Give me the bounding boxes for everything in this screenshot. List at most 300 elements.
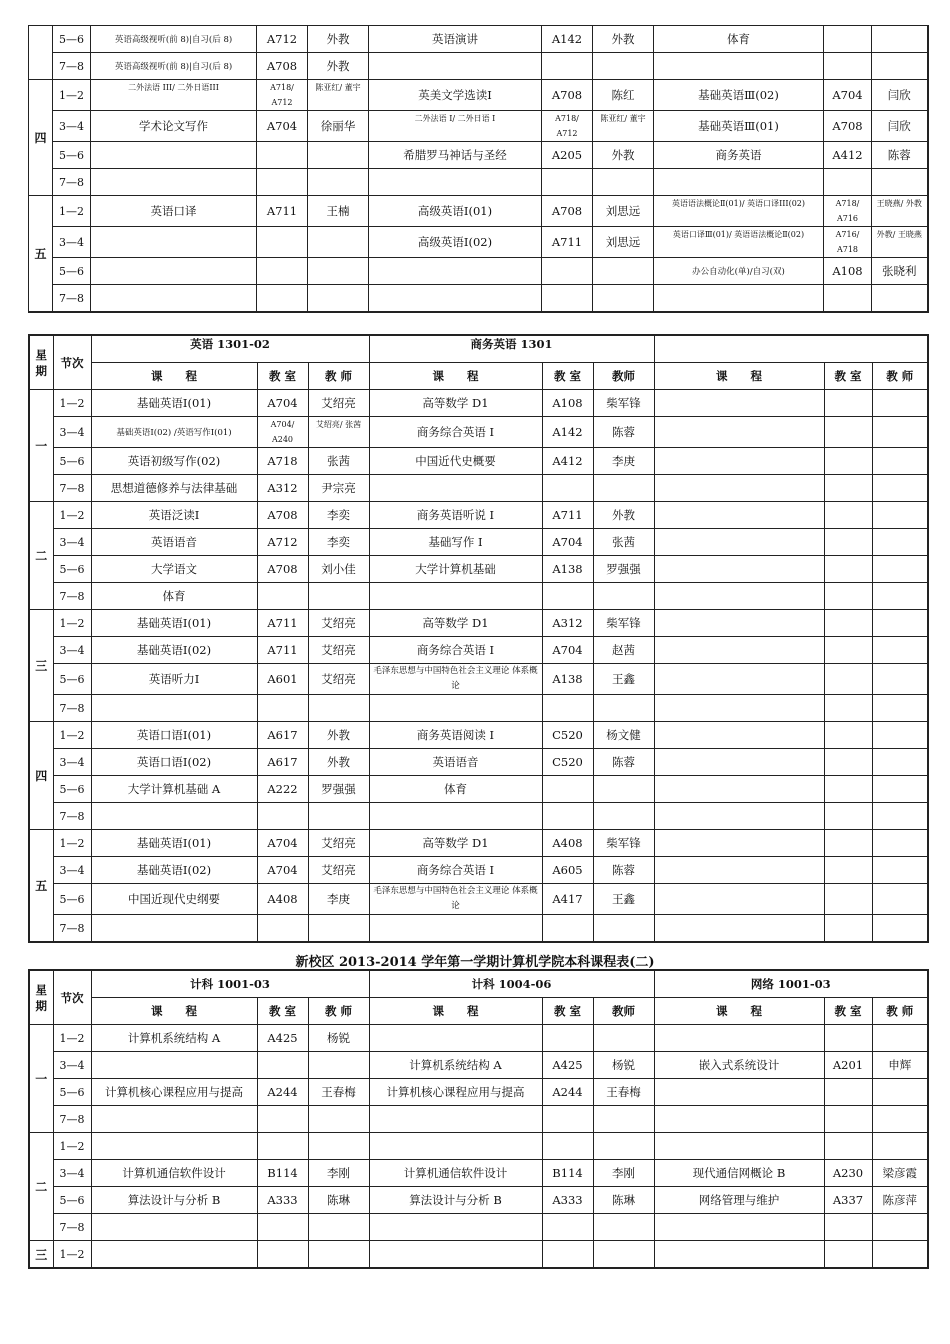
room-cell: A337	[824, 1187, 872, 1214]
course-cell: 英语语法概论Ⅱ(01)/ 英语口译III(02)	[654, 196, 824, 227]
course-cell: 基础英语Ⅰ(01)	[91, 830, 257, 857]
course-cell: 高等数学 D1	[369, 390, 542, 417]
room-cell: A704	[257, 390, 308, 417]
room-cell: A142	[542, 417, 593, 448]
weekday-cell: 四	[29, 80, 53, 196]
period-cell: 1—2	[53, 196, 91, 227]
teacher-cell: 外教	[308, 749, 369, 776]
class-name-header: 计科 1004-06	[369, 970, 654, 998]
teacher-cell: 柴军锋	[593, 610, 654, 637]
course-cell	[654, 664, 824, 695]
period-cell: 5—6	[53, 556, 91, 583]
teacher-cell	[872, 695, 928, 722]
teacher-cell: 陈蓉	[593, 857, 654, 884]
room-cell	[824, 169, 872, 196]
course-cell	[654, 830, 824, 857]
room-cell: A138	[542, 556, 593, 583]
room-cell	[542, 583, 593, 610]
course-cell: 二外法语 III/ 二外日语III	[91, 80, 257, 111]
room-cell: A704	[257, 111, 308, 142]
room-cell	[824, 1241, 872, 1269]
room-cell	[824, 1079, 872, 1106]
room-cell	[542, 776, 593, 803]
room-cell	[824, 722, 872, 749]
teacher-cell	[872, 803, 928, 830]
course-cell: 英语高级视听(前 8)|自习(后 8)	[91, 53, 257, 80]
period-cell: 1—2	[53, 830, 91, 857]
course-cell: 计算机通信软件设计	[91, 1160, 257, 1187]
course-cell	[654, 610, 824, 637]
course-cell: 商务综合英语 I	[369, 857, 542, 884]
teacher-cell: 外教	[593, 26, 654, 53]
schedule-table-english	[28, 334, 929, 943]
period-cell: 5—6	[53, 26, 91, 53]
teacher-cell	[872, 857, 928, 884]
teacher-cell: 王晓燕/ 外教	[872, 196, 928, 227]
course-cell: 体育	[654, 26, 824, 53]
schedule-row	[29, 390, 928, 417]
period-cell: 1—2	[53, 80, 91, 111]
teacher-cell	[593, 53, 654, 80]
room-cell	[257, 1133, 308, 1160]
room-cell: A333	[257, 1187, 308, 1214]
room-cell: A312	[542, 610, 593, 637]
room-cell	[824, 556, 872, 583]
room-cell: A704	[542, 637, 593, 664]
course-cell: 英语泛读Ⅰ	[91, 502, 257, 529]
period-cell: 1—2	[53, 722, 91, 749]
room-cell: A711	[257, 196, 308, 227]
weekday-cell: 一	[29, 1025, 53, 1133]
course-cell: 中国近代史概要	[369, 448, 542, 475]
course-cell	[654, 749, 824, 776]
room-cell	[257, 169, 308, 196]
schedule-row	[29, 80, 928, 111]
room-cell: A408	[257, 884, 308, 915]
course-cell	[654, 857, 824, 884]
room-cell	[824, 637, 872, 664]
teacher-cell: 陈红	[593, 80, 654, 111]
teacher-cell: 李庚	[593, 448, 654, 475]
course-cell	[369, 1241, 542, 1269]
period-cell: 7—8	[53, 1106, 91, 1133]
period-cell: 7—8	[53, 695, 91, 722]
teacher-cell	[593, 1106, 654, 1133]
course-cell: 网络管理与维护	[654, 1187, 824, 1214]
room-cell	[824, 915, 872, 943]
period-cell: 1—2	[53, 610, 91, 637]
weekday-cell: 二	[29, 1133, 53, 1241]
course-header: 课 程	[654, 363, 824, 390]
teacher-cell: 杨锐	[308, 1025, 369, 1052]
teacher-cell	[593, 583, 654, 610]
course-header: 课 程	[91, 998, 257, 1025]
room-cell: A333	[542, 1187, 593, 1214]
room-cell: A142	[542, 26, 593, 53]
room-cell: A711	[542, 502, 593, 529]
course-cell: 大学语文	[91, 556, 257, 583]
room-header: 教 室	[824, 363, 872, 390]
teacher-cell: 陈蓉	[593, 749, 654, 776]
room-cell	[824, 664, 872, 695]
teacher-cell	[872, 915, 928, 943]
room-cell	[542, 1025, 593, 1052]
room-cell: A601	[257, 664, 308, 695]
room-cell	[824, 26, 872, 53]
room-cell	[824, 884, 872, 915]
course-cell	[91, 227, 257, 258]
course-cell	[654, 1214, 824, 1241]
room-cell	[824, 695, 872, 722]
course-cell: 英语口译	[91, 196, 257, 227]
room-cell: A711	[257, 637, 308, 664]
course-cell	[369, 1106, 542, 1133]
course-cell	[369, 1025, 542, 1052]
course-cell	[654, 695, 824, 722]
period-cell: 7—8	[53, 169, 91, 196]
room-cell	[257, 1052, 308, 1079]
room-cell: A605	[542, 857, 593, 884]
schedule-table-computer	[28, 969, 929, 1269]
room-cell: B114	[257, 1160, 308, 1187]
period-header: 节次	[53, 335, 91, 390]
schedule-row	[29, 142, 928, 169]
teacher-cell	[872, 475, 928, 502]
course-cell: 基础英语Ⅰ(02)	[91, 637, 257, 664]
room-cell: A412	[542, 448, 593, 475]
teacher-cell	[872, 664, 928, 695]
room-cell	[542, 1106, 593, 1133]
course-header: 课 程	[91, 363, 257, 390]
course-cell: 毛泽东思想与中国特色社会主义理论 体系概论	[369, 664, 542, 695]
teacher-cell	[308, 1052, 369, 1079]
teacher-header: 教 师	[872, 363, 928, 390]
course-cell: 体育	[369, 776, 542, 803]
weekday-cell: 一	[29, 390, 53, 502]
course-cell	[369, 53, 542, 80]
period-cell: 5—6	[53, 776, 91, 803]
room-cell: A708	[824, 111, 872, 142]
course-cell	[654, 417, 824, 448]
course-cell	[654, 803, 824, 830]
course-cell: 英语听力Ⅰ	[91, 664, 257, 695]
teacher-cell: 陈亚红/ 董宇	[308, 80, 369, 111]
room-cell	[257, 803, 308, 830]
teacher-cell: 艾绍亮	[308, 610, 369, 637]
course-header: 课 程	[369, 363, 542, 390]
schedule-row	[29, 1187, 928, 1214]
schedule-row	[29, 884, 928, 915]
schedule-row	[29, 664, 928, 695]
schedule-row	[29, 169, 928, 196]
teacher-cell: 王鑫	[593, 664, 654, 695]
teacher-cell	[308, 1214, 369, 1241]
teacher-cell	[872, 1106, 928, 1133]
schedule-row	[29, 26, 928, 53]
teacher-cell: 外教	[308, 26, 369, 53]
room-cell	[824, 417, 872, 448]
course-cell: 基础写作 I	[369, 529, 542, 556]
teacher-cell: 柴军锋	[593, 390, 654, 417]
course-cell	[654, 556, 824, 583]
teacher-cell: 张茜	[308, 448, 369, 475]
course-cell	[91, 169, 257, 196]
weekday-cell: 五	[29, 830, 53, 943]
schedule-row	[29, 1079, 928, 1106]
teacher-cell	[872, 884, 928, 915]
teacher-cell	[593, 776, 654, 803]
teacher-cell	[593, 915, 654, 943]
teacher-cell: 陈蓉	[593, 417, 654, 448]
room-cell: A708	[257, 502, 308, 529]
weekday-header: 星期	[29, 335, 53, 390]
schedule-body	[29, 26, 928, 313]
teacher-cell: 外教/ 王晓燕	[872, 227, 928, 258]
room-cell: A718/ A716	[824, 196, 872, 227]
schedule-row	[29, 111, 928, 142]
schedule-body	[29, 390, 928, 943]
course-cell: 商务英语	[654, 142, 824, 169]
course-cell: 商务综合英语 I	[369, 417, 542, 448]
course-cell	[369, 1133, 542, 1160]
room-cell: A718	[257, 448, 308, 475]
teacher-cell	[593, 695, 654, 722]
room-cell	[542, 285, 593, 313]
schedule-row	[29, 1133, 928, 1160]
teacher-cell	[308, 1241, 369, 1269]
period-cell: 7—8	[53, 475, 91, 502]
course-cell	[369, 583, 542, 610]
room-cell	[824, 390, 872, 417]
period-cell: 1—2	[53, 1133, 91, 1160]
weekday-cell: 三	[29, 1241, 53, 1269]
period-cell: 3—4	[53, 857, 91, 884]
teacher-cell: 艾绍亮/ 张茜	[308, 417, 369, 448]
teacher-cell: 艾绍亮	[308, 637, 369, 664]
teacher-cell	[872, 830, 928, 857]
schedule-row	[29, 502, 928, 529]
teacher-cell	[872, 1241, 928, 1269]
teacher-cell	[308, 695, 369, 722]
room-header: 教 室	[542, 363, 593, 390]
teacher-cell: 李刚	[308, 1160, 369, 1187]
room-cell	[824, 1025, 872, 1052]
column-header-row	[29, 998, 928, 1025]
course-cell: 英语演讲	[369, 26, 542, 53]
room-cell	[257, 227, 308, 258]
course-cell	[654, 1025, 824, 1052]
course-cell: 中国近现代史纲要	[91, 884, 257, 915]
course-cell: 英语语音	[369, 749, 542, 776]
room-cell	[824, 776, 872, 803]
teacher-cell	[593, 803, 654, 830]
teacher-cell	[872, 417, 928, 448]
period-cell: 5—6	[53, 664, 91, 695]
room-cell: A222	[257, 776, 308, 803]
room-cell: B114	[542, 1160, 593, 1187]
class-header-row	[29, 335, 928, 363]
teacher-cell	[308, 1106, 369, 1133]
course-cell	[91, 285, 257, 313]
room-cell	[542, 53, 593, 80]
course-cell: 现代通信网概论 B	[654, 1160, 824, 1187]
room-cell	[824, 610, 872, 637]
teacher-cell: 李刚	[593, 1160, 654, 1187]
period-cell: 5—6	[53, 258, 91, 285]
room-cell: A108	[824, 258, 872, 285]
teacher-cell	[872, 749, 928, 776]
room-cell	[824, 857, 872, 884]
room-cell: A617	[257, 749, 308, 776]
class-name-header: 商务英语 1301	[369, 335, 654, 363]
teacher-cell: 闫欣	[872, 111, 928, 142]
teacher-cell	[308, 227, 369, 258]
course-cell	[654, 776, 824, 803]
room-cell	[542, 475, 593, 502]
course-cell	[654, 390, 824, 417]
teacher-cell	[593, 285, 654, 313]
teacher-cell: 徐丽华	[308, 111, 369, 142]
room-cell: A708	[257, 556, 308, 583]
schedule-row	[29, 722, 928, 749]
schedule-row	[29, 915, 928, 943]
teacher-cell	[872, 1133, 928, 1160]
course-cell: 基础英语Ⅰ(02)	[91, 857, 257, 884]
period-cell: 1—2	[53, 1025, 91, 1052]
room-cell	[542, 695, 593, 722]
teacher-cell: 外教	[308, 722, 369, 749]
period-cell: 7—8	[53, 803, 91, 830]
room-cell	[542, 1241, 593, 1269]
room-cell	[257, 258, 308, 285]
teacher-cell: 陈琳	[308, 1187, 369, 1214]
class-name-header: 英语 1301-02	[91, 335, 369, 363]
teacher-cell: 王春梅	[308, 1079, 369, 1106]
course-cell: 基础英语Ⅲ(02)	[654, 80, 824, 111]
schedule-row	[29, 196, 928, 227]
teacher-cell: 刘小佳	[308, 556, 369, 583]
period-cell: 3—4	[53, 111, 91, 142]
room-cell: A230	[824, 1160, 872, 1187]
teacher-cell: 罗强强	[308, 776, 369, 803]
course-cell: 二外法语 I/ 二外日语 I	[369, 111, 542, 142]
period-cell: 5—6	[53, 448, 91, 475]
course-cell	[91, 1214, 257, 1241]
teacher-cell: 陈彦萍	[872, 1187, 928, 1214]
teacher-cell: 赵茜	[593, 637, 654, 664]
room-cell: A704/ A240	[257, 417, 308, 448]
schedule-row	[29, 475, 928, 502]
room-cell	[542, 1133, 593, 1160]
teacher-cell: 艾绍亮	[308, 857, 369, 884]
room-cell	[824, 803, 872, 830]
room-cell	[542, 1214, 593, 1241]
teacher-cell: 李庚	[308, 884, 369, 915]
teacher-cell	[872, 502, 928, 529]
room-cell: C520	[542, 749, 593, 776]
course-cell: 英美文学选读Ⅰ	[369, 80, 542, 111]
period-cell: 1—2	[53, 390, 91, 417]
course-cell	[369, 803, 542, 830]
teacher-cell	[872, 448, 928, 475]
class-name-header	[654, 335, 928, 363]
course-cell	[654, 1079, 824, 1106]
teacher-cell	[872, 26, 928, 53]
room-cell	[257, 1241, 308, 1269]
schedule-row	[29, 258, 928, 285]
schedule-row	[29, 227, 928, 258]
schedule-row	[29, 1025, 928, 1052]
teacher-cell	[593, 1241, 654, 1269]
period-cell: 7—8	[53, 1214, 91, 1241]
course-cell	[654, 502, 824, 529]
teacher-cell	[872, 1025, 928, 1052]
course-cell	[654, 529, 824, 556]
teacher-cell	[593, 1133, 654, 1160]
room-cell	[542, 803, 593, 830]
course-cell: 商务英语阅读 I	[369, 722, 542, 749]
room-header: 教 室	[257, 363, 308, 390]
schedule-row	[29, 529, 928, 556]
course-cell: 计算机系统结构 A	[91, 1025, 257, 1052]
course-cell	[369, 169, 542, 196]
period-header: 节次	[53, 970, 91, 1025]
course-cell: 大学计算机基础 A	[91, 776, 257, 803]
teacher-cell	[872, 529, 928, 556]
schedule-row	[29, 285, 928, 313]
course-cell	[369, 285, 542, 313]
course-cell: 学术论文写作	[91, 111, 257, 142]
course-cell	[369, 1214, 542, 1241]
course-cell	[654, 1241, 824, 1269]
teacher-cell: 梁彦霞	[872, 1160, 928, 1187]
room-cell: A617	[257, 722, 308, 749]
course-cell: 英语语音	[91, 529, 257, 556]
period-cell: 5—6	[53, 1187, 91, 1214]
room-cell: A417	[542, 884, 593, 915]
teacher-cell	[308, 583, 369, 610]
course-cell: 商务英语听说 I	[369, 502, 542, 529]
room-cell: C520	[542, 722, 593, 749]
teacher-cell	[308, 169, 369, 196]
room-cell: A704	[542, 529, 593, 556]
teacher-cell: 尹宗亮	[308, 475, 369, 502]
schedule-row	[29, 417, 928, 448]
period-cell: 7—8	[53, 53, 91, 80]
teacher-cell	[593, 475, 654, 502]
teacher-cell: 闫欣	[872, 80, 928, 111]
course-cell: 计算机系统结构 A	[369, 1052, 542, 1079]
schedule-row	[29, 583, 928, 610]
teacher-header: 教师	[593, 998, 654, 1025]
teacher-cell: 刘思远	[593, 227, 654, 258]
period-cell: 3—4	[53, 227, 91, 258]
course-cell	[91, 1052, 257, 1079]
teacher-cell	[593, 1214, 654, 1241]
course-cell	[654, 475, 824, 502]
teacher-cell	[308, 258, 369, 285]
period-cell: 1—2	[53, 502, 91, 529]
course-cell	[91, 1106, 257, 1133]
course-cell	[654, 1133, 824, 1160]
schedule-caption: 新校区 2013-2014 学年第一学期计算机学院本科课程表(二)	[295, 955, 655, 970]
room-cell	[257, 583, 308, 610]
course-cell	[654, 884, 824, 915]
teacher-cell: 外教	[308, 53, 369, 80]
period-cell: 5—6	[53, 884, 91, 915]
room-cell	[824, 53, 872, 80]
course-cell: 嵌入式系统设计	[654, 1052, 824, 1079]
